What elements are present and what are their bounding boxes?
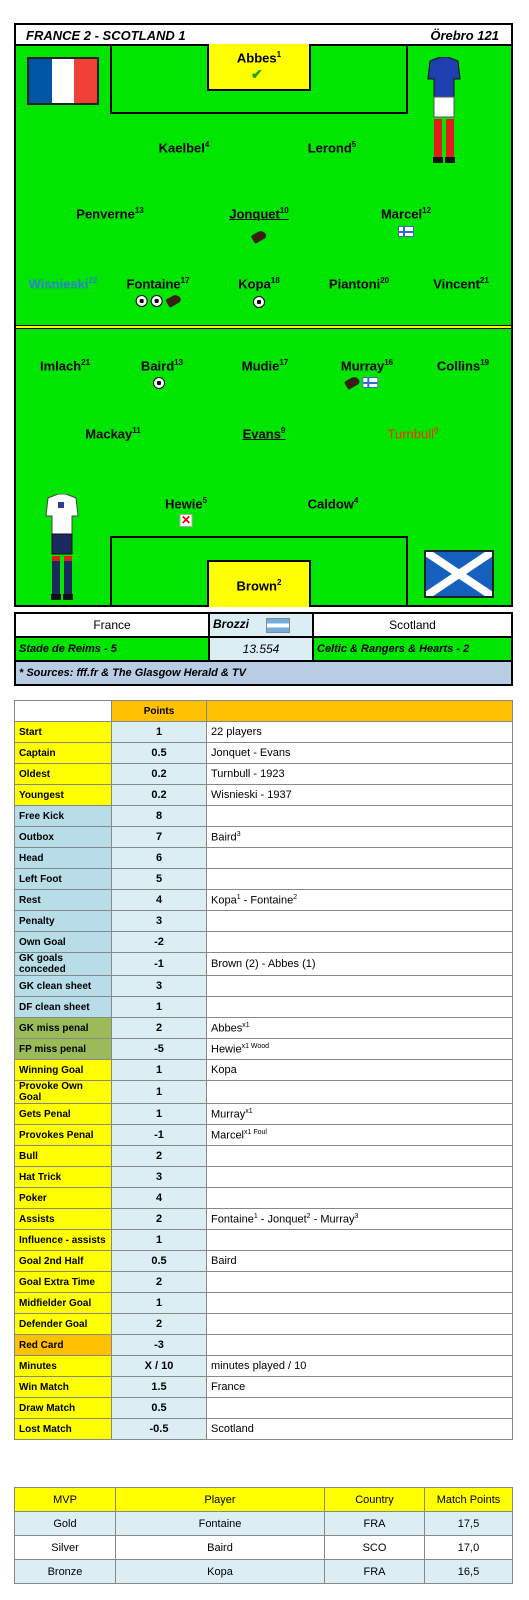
points-header-notes [207, 701, 513, 722]
points-label: Poker [15, 1188, 112, 1209]
points-label: Provoke Own Goal [15, 1081, 112, 1104]
points-value: 4 [112, 1188, 207, 1209]
points-label: Midfielder Goal [15, 1293, 112, 1314]
points-note [207, 1018, 513, 1039]
points-note-text: Baird [211, 1255, 237, 1267]
points-row [15, 997, 513, 1018]
points-value: 4 [112, 890, 207, 911]
points-value: 1 [112, 1104, 207, 1125]
points-value: 8 [112, 806, 207, 827]
points-row [15, 1377, 513, 1398]
points-row [15, 1104, 513, 1125]
points-label: Assists [15, 1209, 112, 1230]
points-label: Head [15, 848, 112, 869]
points-row [15, 1356, 513, 1377]
player-scotland-baird: Baird$^{13}$ [140, 358, 184, 374]
france-kit-icon [426, 57, 462, 165]
points-label: Youngest [15, 785, 112, 806]
points-note [207, 1398, 513, 1419]
points-label: Start [15, 722, 112, 743]
points-row [15, 806, 513, 827]
finland-flag-icon [363, 377, 379, 388]
points-note [207, 997, 513, 1018]
fontaine-icons [136, 293, 181, 307]
player-france-piantoni: Piantoni$^{20}$ [328, 276, 390, 292]
player-france-jonquet: Jonquet$^{10}$ [229, 206, 289, 222]
points-row [15, 722, 513, 743]
points-value: 0.2 [112, 764, 207, 785]
info-referee: Brozzi [209, 613, 313, 637]
points-note-text: minutes played / 10 [211, 1360, 307, 1372]
points-note-sup: x1 Wood [241, 1042, 270, 1050]
mvp-cell: Bronze [15, 1560, 116, 1584]
player-scotland-murray: Murray$^{16}$ [340, 358, 394, 374]
points-note-text: 22 players [211, 726, 262, 738]
points-label: Captain [15, 743, 112, 764]
points-note [207, 953, 513, 976]
mvp-row [15, 1536, 513, 1560]
points-value: 2 [112, 1272, 207, 1293]
points-row [15, 848, 513, 869]
points-note-text: Fontaine [211, 1213, 254, 1226]
points-label: Goal Extra Time [15, 1272, 112, 1293]
points-note-sup: x1 Foul [244, 1128, 267, 1136]
mvp-cell: SCO [325, 1536, 425, 1560]
player-france-fontaine: Fontaine$^{17}$ [126, 276, 190, 292]
info-home: France [15, 613, 209, 637]
points-row [15, 1419, 513, 1440]
points-value: X / 10 [112, 1356, 207, 1377]
points-value: 2 [112, 1146, 207, 1167]
jonquet-icons [252, 229, 266, 243]
mvp-header-country: Country [325, 1488, 425, 1512]
points-note [207, 1251, 513, 1272]
mvp-cell: FRA [325, 1560, 425, 1584]
points-note-text: Kopa [211, 1064, 237, 1076]
mvp-cell: Silver [15, 1536, 116, 1560]
points-row [15, 1060, 513, 1081]
mvp-cell: 17,5 [425, 1512, 513, 1536]
points-label: DF clean sheet [15, 997, 112, 1018]
points-row [15, 1398, 513, 1419]
mvp-row [15, 1560, 513, 1584]
points-value: 2 [112, 1018, 207, 1039]
points-label: Defender Goal [15, 1314, 112, 1335]
points-note [207, 1081, 513, 1104]
player-scotland-collins: Collins$^{19}$ [436, 358, 490, 374]
points-note-text: Abbes [211, 1022, 243, 1035]
points-label: Hat Trick [15, 1167, 112, 1188]
points-note [207, 1146, 513, 1167]
kopa-icons [253, 294, 265, 308]
points-value: 3 [112, 1167, 207, 1188]
info-home-clubs: Stade de Reims - 5 [15, 637, 209, 661]
mvp-row [15, 1512, 513, 1536]
points-value: -0.5 [112, 1419, 207, 1440]
points-row [15, 1251, 513, 1272]
points-note-text: - Murray [310, 1213, 355, 1226]
info-away-clubs: Celtic & Rangers & Hearts - 2 [313, 637, 512, 661]
points-value: 0.5 [112, 1398, 207, 1419]
ball-icon [151, 295, 163, 307]
points-value: 6 [112, 848, 207, 869]
player-france-lerond: Lerond$^5$ [307, 140, 357, 156]
player-scotland-imlach: Imlach$^{21}$ [39, 358, 91, 374]
points-label: Own Goal [15, 932, 112, 953]
points-label: Outbox [15, 827, 112, 848]
points-value: 1 [112, 1081, 207, 1104]
points-note-text: Wisnieski - 1937 [211, 789, 292, 801]
points-note-sup: x1 [242, 1021, 250, 1029]
mvp-header-points: Match Points [425, 1488, 513, 1512]
baird-icons [153, 375, 165, 389]
points-value: 3 [112, 976, 207, 997]
boot-icon [251, 229, 268, 244]
player-france-wisnieski: Wisnieski$^{22}$ [28, 276, 98, 292]
match-venue: Örebro 121 [430, 28, 499, 43]
info-away: Scotland [313, 613, 512, 637]
points-value: 7 [112, 827, 207, 848]
mvp-cell: Fontaine [116, 1512, 325, 1536]
points-row [15, 764, 513, 785]
points-value: 1.5 [112, 1377, 207, 1398]
points-note-text: France [211, 1381, 246, 1393]
points-note [207, 1039, 513, 1060]
points-row [15, 953, 513, 976]
france-flag-icon [27, 57, 99, 105]
points-label: Red Card [15, 1335, 112, 1356]
points-row [15, 976, 513, 997]
points-label: Free Kick [15, 806, 112, 827]
points-row [15, 1314, 513, 1335]
points-note [207, 1293, 513, 1314]
points-note [207, 869, 513, 890]
mvp-header-mvp: MVP [15, 1488, 116, 1512]
points-value: 0.5 [112, 1251, 207, 1272]
points-note [207, 911, 513, 932]
points-note [207, 1419, 513, 1440]
points-value: -2 [112, 932, 207, 953]
points-row [15, 1272, 513, 1293]
points-value: 1 [112, 722, 207, 743]
player-scotland-turnbull: Turnbull$^8$ [387, 426, 439, 442]
points-note [207, 1272, 513, 1293]
scotland-flag-icon [424, 550, 494, 598]
boot-icon [165, 293, 182, 308]
mvp-header-player: Player [116, 1488, 325, 1512]
points-table [14, 700, 513, 1440]
ball-icon [153, 377, 165, 389]
player-scotland-hewie: Hewie$^5$ [164, 496, 208, 512]
points-value: -5 [112, 1039, 207, 1060]
points-label: Bull [15, 1146, 112, 1167]
points-note-sup: x1 [245, 1107, 253, 1115]
points-row [15, 1188, 513, 1209]
points-value: 5 [112, 869, 207, 890]
points-note-sup: 2 [293, 893, 298, 901]
points-row [15, 932, 513, 953]
points-note-text: Kopa [211, 894, 237, 907]
points-note-sup: 3 [354, 1212, 359, 1220]
points-note [207, 1230, 513, 1251]
points-value: -1 [112, 953, 207, 976]
points-note-text: Scotland [211, 1423, 254, 1435]
points-value: 2 [112, 1209, 207, 1230]
points-note [207, 1188, 513, 1209]
points-header-blank [15, 701, 112, 722]
points-row [15, 1146, 513, 1167]
points-row [15, 1209, 513, 1230]
check-icon: ✔ [251, 66, 263, 82]
points-note [207, 1377, 513, 1398]
points-row [15, 1167, 513, 1188]
points-value: -1 [112, 1125, 207, 1146]
points-note-sup: 1 [253, 1212, 258, 1220]
match-header [14, 23, 513, 45]
points-label: Goal 2nd Half [15, 1251, 112, 1272]
scotland-kit-icon [44, 494, 80, 602]
points-label: Influence - assists [15, 1230, 112, 1251]
points-note [207, 976, 513, 997]
hewie-icons [180, 513, 193, 527]
match-info-table [14, 612, 513, 686]
player-scotland-mudie: Mudie$^{17}$ [241, 358, 289, 374]
points-note-text: - Jonquet [257, 1213, 307, 1226]
finland-flag-icon [398, 226, 414, 237]
points-label: Penalty [15, 911, 112, 932]
points-label: Winning Goal [15, 1060, 112, 1081]
player-scotland-evans: Evans$^9$ [242, 426, 286, 442]
mvp-cell: 17,0 [425, 1536, 513, 1560]
ball-icon [253, 296, 265, 308]
points-value: 1 [112, 1060, 207, 1081]
points-label: Left Foot [15, 869, 112, 890]
points-note [207, 827, 513, 848]
player-france-penverne: Penverne$^{13}$ [76, 206, 144, 222]
points-label: Minutes [15, 1356, 112, 1377]
points-value: 2 [112, 1314, 207, 1335]
player-france-marcel: Marcel$^{12}$ [380, 206, 432, 222]
points-note [207, 1314, 513, 1335]
player-scotland-mackay: Mackay$^{11}$ [85, 426, 141, 442]
points-header: Points [112, 701, 207, 722]
mvp-cell: Baird [116, 1536, 325, 1560]
points-label: Rest [15, 890, 112, 911]
points-value: -3 [112, 1335, 207, 1356]
points-label: Provokes Penal [15, 1125, 112, 1146]
points-label: GK goals conceded [15, 953, 112, 976]
points-note [207, 1209, 513, 1230]
info-attendance: 13.554 [209, 637, 313, 661]
points-row [15, 1039, 513, 1060]
marcel-icons [398, 224, 414, 238]
player-france-vincent: Vincent$^{21}$ [433, 276, 489, 292]
points-row [15, 1293, 513, 1314]
points-note-sup: 1 [236, 893, 241, 901]
points-note [207, 1060, 513, 1081]
player-scotland-gk: Brown$^2$ [236, 578, 282, 594]
points-row [15, 1230, 513, 1251]
points-note [207, 1167, 513, 1188]
points-note [207, 785, 513, 806]
boot-icon [344, 375, 361, 390]
player-france-kopa: Kopa$^{18}$ [238, 276, 280, 292]
points-label: Gets Penal [15, 1104, 112, 1125]
points-label: GK clean sheet [15, 976, 112, 997]
points-note-text: Brown (2) - Abbes (1) [211, 958, 316, 970]
points-row [15, 911, 513, 932]
player-france-gk: Abbes$^1$ [236, 50, 282, 66]
points-row [15, 890, 513, 911]
argentina-flag-icon [266, 618, 290, 633]
points-row [15, 1081, 513, 1104]
mvp-cell: Gold [15, 1512, 116, 1536]
points-note-text: Jonquet - Evans [211, 747, 291, 759]
points-note [207, 1335, 513, 1356]
points-note [207, 743, 513, 764]
points-label: Draw Match [15, 1398, 112, 1419]
points-note [207, 806, 513, 827]
points-label: GK miss penal [15, 1018, 112, 1039]
points-value: 1 [112, 1293, 207, 1314]
mvp-cell: 16,5 [425, 1560, 513, 1584]
points-note-text: Baird [211, 831, 237, 844]
info-sources: * Sources: fff.fr & The Glasgow Herald & TV [15, 661, 512, 685]
points-value: 0.5 [112, 743, 207, 764]
points-note [207, 1125, 513, 1146]
points-row [15, 743, 513, 764]
murray-icons [345, 375, 378, 389]
points-row [15, 869, 513, 890]
points-note-text: Hewie [211, 1043, 242, 1056]
points-label: Win Match [15, 1377, 112, 1398]
points-note [207, 932, 513, 953]
mvp-cell: Kopa [116, 1560, 325, 1584]
points-value: 1 [112, 1230, 207, 1251]
points-note-text: Marcel [211, 1129, 245, 1142]
points-row [15, 1125, 513, 1146]
points-value: 1 [112, 997, 207, 1018]
points-note-sup: 3 [236, 830, 241, 838]
points-label: Lost Match [15, 1419, 112, 1440]
points-note [207, 890, 513, 911]
points-note [207, 1356, 513, 1377]
mvp-table [14, 1487, 513, 1584]
points-note [207, 848, 513, 869]
ball-icon [136, 295, 148, 307]
points-note-sup: 2 [306, 1212, 311, 1220]
points-label: Oldest [15, 764, 112, 785]
points-note [207, 722, 513, 743]
points-note-text: Murray [211, 1108, 246, 1121]
points-row [15, 1335, 513, 1356]
points-value: 0.2 [112, 785, 207, 806]
player-scotland-caldow: Caldow$^4$ [307, 496, 359, 512]
points-note [207, 764, 513, 785]
player-france-kaelbel: Kaelbel$^4$ [158, 140, 210, 156]
points-note-text: Turnbull - 1923 [211, 768, 285, 780]
points-row [15, 785, 513, 806]
points-value: 3 [112, 911, 207, 932]
red-x-icon: ✕ [180, 513, 192, 528]
points-note-text: - Fontaine [240, 894, 294, 907]
points-note [207, 1104, 513, 1125]
points-row [15, 1018, 513, 1039]
points-row [15, 827, 513, 848]
match-title: FRANCE 2 - SCOTLAND 1 [26, 28, 186, 43]
mvp-cell: FRA [325, 1512, 425, 1536]
points-label: FP miss penal [15, 1039, 112, 1060]
